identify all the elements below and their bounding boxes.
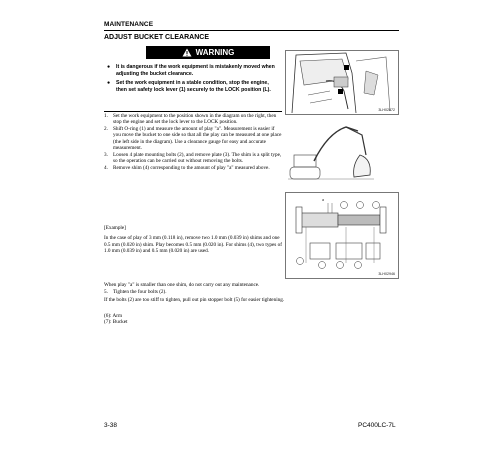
step-text: Tighten the four bolts (2). [113, 289, 167, 296]
warning-banner [146, 46, 270, 59]
warning-list [107, 64, 279, 96]
step-number: 5. [104, 289, 108, 296]
step-number: 2. [104, 126, 108, 133]
warning-label: WARNING [195, 48, 235, 57]
step-item [104, 113, 282, 126]
section-label: MAINTENANCE [104, 21, 154, 28]
bullet-icon: ● [107, 80, 111, 87]
lock-lever-figure [285, 50, 399, 115]
step-item [104, 289, 404, 295]
bullet-icon: ● [107, 64, 111, 70]
tightening-tip: If the bolts (2) are too stiff to tighten, pull out pin stopper bolt (5) for easier tightening. [104, 296, 285, 303]
page-number: 3-38 [104, 422, 118, 429]
warning-item-text: Set the work equipment in a stable condition, stop the engine, then set safety lock lever (1) securely to the LOCK position (L). [116, 80, 271, 93]
example-heading: [Example] [104, 225, 126, 231]
parts-legend-item: (7): Bucket [104, 319, 128, 326]
maintenance-notes [104, 282, 404, 304]
shim-detail-figure [285, 192, 399, 279]
parts-legend-item: (6): Arm [104, 313, 123, 319]
parts-legend [104, 313, 127, 326]
warning-item [107, 64, 279, 77]
lock-lever-illustration [286, 51, 398, 114]
warning-triangle-icon [182, 48, 192, 57]
example-text: In the case of play of 3 mm (0.118 in), remove two 1.0 mm (0.039 in) shims and one 0.5 mm (0.020 in) shim. Play becomes 0.5 mm (0.020 in). For shims (4), two types of 1.0 mm (0.039 in) and 0.5 mm (0.020 in) are used. [104, 235, 282, 254]
step-text: Shift O-ring (1) and measure the amount of play "a". Measurement is easier if you move the bucket to one side so that all the play can be measured at one place (the left side in the diagram). Use a clearance gauge for easy and accurate measurement. [113, 126, 282, 151]
warning-item-text: It is dangerous if the work equipment is mistakenly moved when adjusting the bucket clearance. [116, 64, 275, 77]
page-title: ADJUST BUCKET CLEARANCE [104, 33, 210, 41]
step-text: Remove shim (4) corresponding to the amount of play "a" measured above. [113, 164, 270, 171]
bucket-position-figure [288, 121, 374, 183]
step-text: Set the work equipment to the position shown in the diagram on the right, then stop the engine and set the lock lever to the LOCK position. [113, 113, 277, 126]
step-item [104, 165, 282, 171]
header-rule [104, 30, 399, 31]
step-item [104, 126, 282, 151]
step-number: 4. [104, 164, 108, 171]
warning-divider [104, 111, 282, 112]
warning-item [107, 80, 279, 93]
step-item [104, 152, 282, 165]
page-header [104, 21, 399, 41]
model-label: PC400LC-7L [358, 422, 396, 429]
figure-code: 3LH02872 [378, 108, 395, 112]
gap-label: a [322, 198, 324, 202]
bucket-position-illustration [288, 121, 374, 183]
procedure-steps [104, 113, 282, 172]
play-note: When play "a" is smaller than one shim, do not carry out any maintenance. [104, 282, 260, 288]
example-block [104, 225, 282, 258]
step-text: Loosen 4 plate mounting bolts (2), and remove plate (3). The shim is a split type, so the operation can be carried out without removing the bolts. [113, 151, 282, 165]
step-number: 3. [104, 151, 108, 158]
figure-code: 3LH02946 [378, 272, 395, 276]
shim-detail-illustration [286, 193, 398, 278]
step-number: 1. [104, 113, 108, 119]
